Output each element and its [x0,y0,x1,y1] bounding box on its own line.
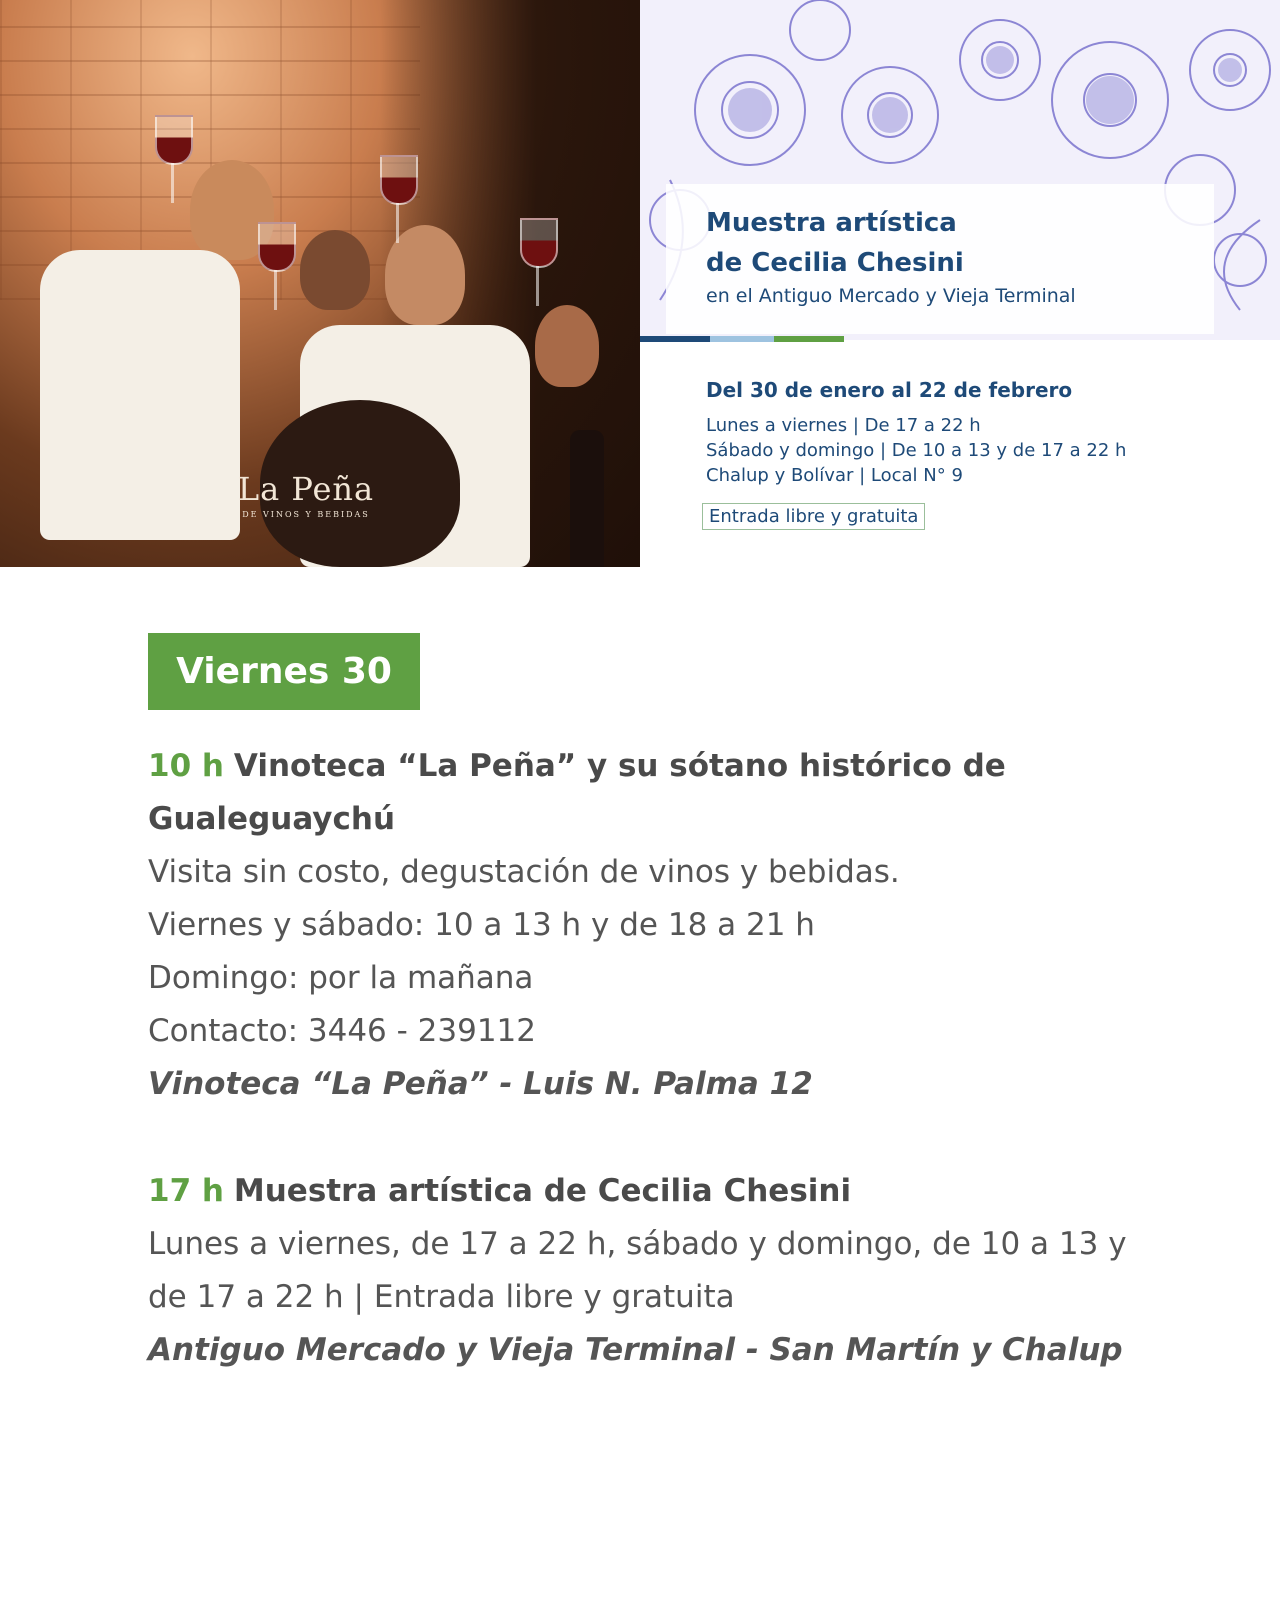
event-detail: Viernes y sábado: 10 a 13 h y de 18 a 21 h [148,907,815,943]
wine-glass-icon [380,155,418,205]
poster-schedule-weekday: Lunes a viernes | De 17 a 22 h [706,415,981,436]
event-detail: Domingo: por la mañana [148,960,534,996]
event-detail: Contacto: 3446 - 239112 [148,1013,536,1049]
event-detail: Visita sin costo, degustación de vinos y bebidas. [148,854,900,890]
event-detail: Lunes a viernes, de 17 a 22 h, sábado y domingo, de 10 a 13 y de 17 a 22 h | Entrada libre y gratuita [148,1226,1127,1315]
event-2 [148,1165,1158,1377]
event-time: 10 h [148,748,225,784]
poster-free-entry: Entrada libre y gratuita [702,503,925,530]
person-back-head [300,230,370,310]
wine-glass-icon [258,222,296,272]
event-time: 17 h [148,1173,225,1209]
wine-bottle [570,430,604,567]
event-place: Antiguo Mercado y Vieja Terminal - San Martín y Chalup [148,1332,1123,1368]
wine-glass-icon [520,218,558,268]
event-place: Vinoteca “La Peña” - Luis N. Palma 12 [148,1066,813,1102]
wine-tasting-photo [0,0,640,567]
event-1 [148,740,1158,1111]
poster-dates: Del 30 de enero al 22 de febrero [706,378,1073,402]
day-badge: Viernes 30 [148,633,420,710]
hero-images [0,0,1280,567]
person-left-shirt [40,250,240,540]
poster-title: Muestra artística de Cecilia Chesini [706,208,964,278]
wine-glass-icon [155,115,193,165]
person-right-head [535,305,599,387]
poster-location: Chalup y Bolívar | Local N° 9 [706,465,963,486]
poster-schedule-weekend: Sábado y domingo | De 10 a 13 y de 17 a 22 h [706,440,1127,461]
art-exhibition-poster [640,0,1280,567]
poster-subtitle: en el Antiguo Mercado y Vieja Terminal [706,285,1076,307]
event-title: Vinoteca “La Peña” y su sótano histórico de Gualeguaychú [148,748,1006,837]
event-heading [148,1165,1158,1218]
color-stripes [640,336,1280,342]
la-pena-logo: La Peña DE VINOS Y BEBIDAS [237,470,375,519]
event-heading [148,740,1158,846]
event-title: Muestra artística de Cecilia Chesini [233,1173,852,1209]
